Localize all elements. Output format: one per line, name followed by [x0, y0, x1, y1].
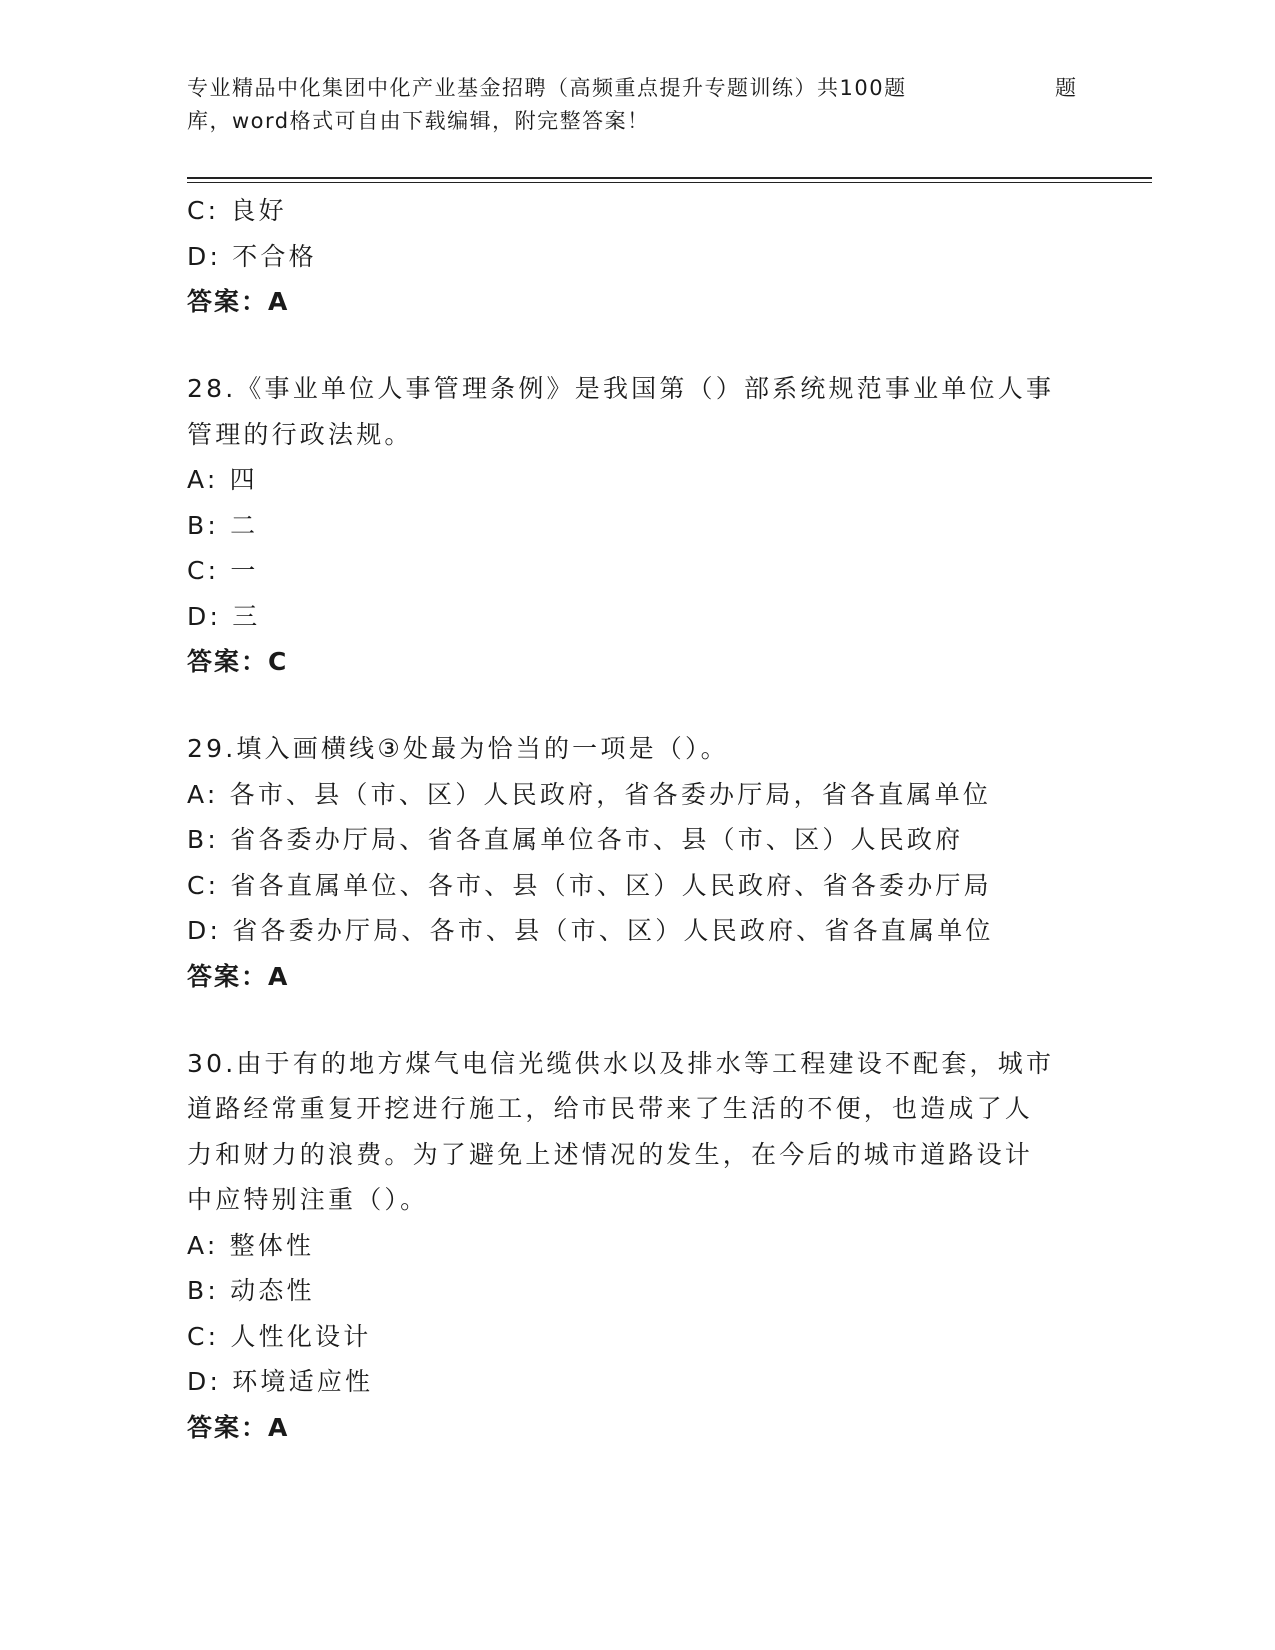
answer-line: 答案：A: [187, 1412, 290, 1442]
option-line: A: 整体性: [187, 1230, 315, 1260]
option-line: C: 一: [187, 556, 259, 585]
answer-line: 答案：A: [187, 287, 290, 316]
header-title-line-1: 专业精品中化集团中化产业基金招聘（高频重点提升专题训练）共100题: [187, 76, 907, 100]
option-line: C: 良好: [187, 196, 287, 225]
answer-line: 答案：C: [187, 647, 289, 676]
block-spacer: [187, 325, 1087, 367]
option-line: B: 二: [187, 510, 259, 540]
option-line: B: 省各委办厅局、省各直属单位各市、县（市、区）人民政府: [187, 825, 964, 854]
question-stem-line: 管理的行政法规。: [187, 419, 413, 449]
block-spacer: [187, 999, 1087, 1041]
page-header: [187, 72, 1087, 138]
question-stem-line: 30.由于有的地方煤气电信光缆供水以及排水等工程建设不配套，城市: [187, 1048, 1055, 1078]
question-stem-line: 28.《事业单位人事管理条例》是我国第（）部系统规范事业单位人事: [187, 374, 1055, 403]
question-block-30: [187, 1041, 1087, 1451]
header-title-line-2: 库，word格式可自由下载编辑，附完整答案！: [187, 109, 650, 133]
header-side-text: 题: [1055, 76, 1076, 100]
option-line: B: 动态性: [187, 1276, 315, 1305]
option-line: A: 各市、县（市、区）人民政府，省各委办厅局，省各直属单位: [187, 779, 992, 809]
question-stem-line: 中应特别注重（）。: [187, 1185, 429, 1214]
option-line: D: 环境适应性: [187, 1367, 374, 1396]
option-line: D: 三: [187, 601, 261, 631]
option-line: C: 省各直属单位、各市、县（市、区）人民政府、省各委办厅局: [187, 870, 992, 900]
question-content: [187, 188, 1087, 1450]
question-block-28: [187, 366, 1087, 685]
question-block-29: [187, 726, 1087, 999]
option-line: D: 不合格: [187, 241, 317, 271]
block-spacer: [187, 685, 1087, 727]
question-stem-line: 道路经常重复开挖进行施工，给市民带来了生活的不便，也造成了人: [187, 1094, 1034, 1123]
question-block-27: [187, 188, 1087, 325]
header-rule-thin: [187, 182, 1152, 183]
option-line: D: 省各委办厅局、各市、县（市、区）人民政府、省各直属单位: [187, 916, 994, 945]
question-stem-line: 力和财力的浪费。为了避免上述情况的发生，在今后的城市道路设计: [187, 1139, 1034, 1169]
option-line: A: 四: [187, 465, 258, 494]
header-rule-thick: [187, 177, 1152, 179]
question-stem-line: 29.填入画横线③处最为恰当的一项是（）。: [187, 734, 729, 763]
option-line: C: 人性化设计: [187, 1321, 372, 1351]
answer-line: 答案：A: [187, 961, 290, 991]
